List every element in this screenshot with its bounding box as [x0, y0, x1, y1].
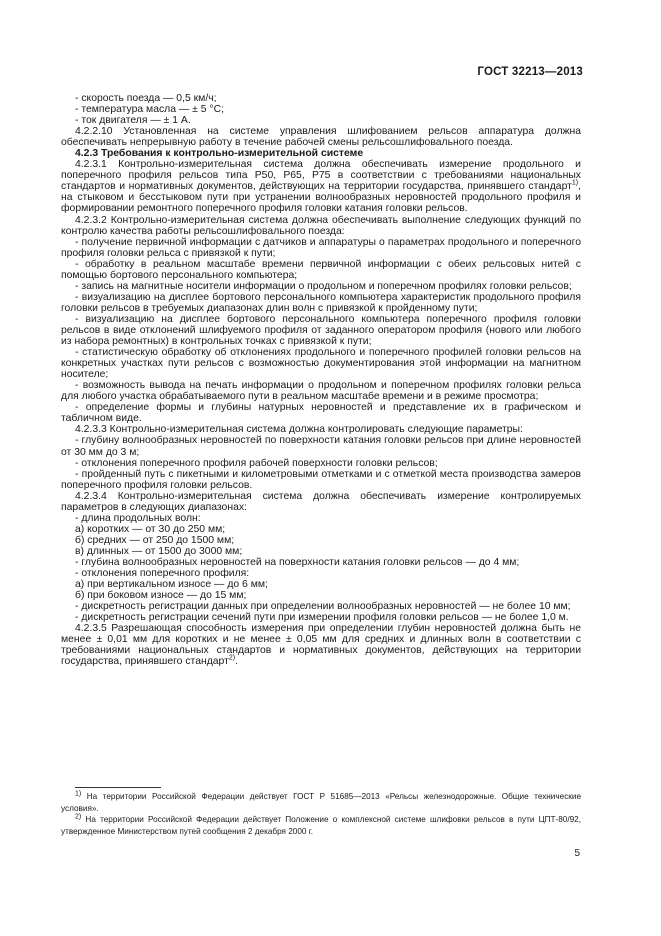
paragraph: 4.2.3.3 Контрольно-измерительная система должна контролировать следующие параметры: [75, 424, 523, 436]
list-item: в) длинных — от 1500 до 3000 мм; [75, 545, 243, 557]
list-item: - получение первичной информации с датчиков и аппаратуры о параметрах продольного и поперечного профиля головки рельса с привязкой к пути; [61, 236, 581, 259]
list-item: б) при боковом износе — до 15 мм; [75, 590, 247, 602]
list-item: - запись на магнитные носители информации о продольном и поперечном профилях головки рельсов; [75, 280, 572, 292]
footnote-text: На территории Российской Федерации действует ГОСТ Р 51685—2013 «Рельсы железнодорожные. Общие технические условия». [61, 792, 582, 813]
list-item: - скорость поезда — 0,5 км/ч; [75, 93, 217, 104]
paragraph-text: 4.2.3.1 Контрольно-измерительная система должна обеспечивать измерение продольного и поперечного профиля рельсов типа Р50, Р65, Р75 в соответствии с требованиями национальных стандартов и нормативных документов, действующих на территории государства, принявшего стандарт [61, 159, 581, 193]
footnote-mark: 1) [75, 790, 82, 798]
paragraph-text: 4.2.3.5 Разрешающая способность измерения при определении глубин неровностей должна быть не менее ± 0,01 мм для коротких и не менее ± 0,05 мм для средних и длинных волн в соответствии с требованиями национальных стандартов и нормативных документов, действующих на территории государства, принявшего стандарт [61, 623, 581, 668]
paragraph [61, 159, 581, 214]
paragraph: 4.2.2.10 Установленная на системе управления шлифованием рельсов аппаратура должна обеспечивать непрерывную работу в течение рабочей смены рельсошлифовального поезда. [61, 126, 581, 149]
list-item: б) средних — от 250 до 1500 мм; [75, 534, 235, 546]
list-item: - возможность вывода на печать информации о продольном и поперечном профилях головки рельса для любого участка обрабатываемого пути в реальном масштабе времени и в режиме просмотра; [61, 380, 581, 403]
list-item: - дискретность регистрации данных при определении волнообразных неровностей — не более 10 мм; [75, 601, 571, 613]
footnote-ref: 1) [571, 179, 579, 187]
paragraph: 4.2.3.2 Контрольно-измерительная система должна обеспечивать выполнение следующих функций по контролю качества работы рельсошлифовального поезда: [61, 214, 581, 237]
list-item: - визуализацию на дисплее бортового персонального компьютера характеристик продольного профиля головки рельсов в требуемых диапазонах длин волн с привязкой к пройденному пути; [61, 291, 581, 314]
list-item: - определение формы и глубины натурных неровностей и представление их в графическом и табличном виде. [61, 402, 581, 425]
document-header: ГОСТ 32213—2013 [477, 66, 583, 78]
page-number: 5 [574, 848, 580, 859]
list-item: - глубину волнообразных неровностей по поверхности катания головки рельсов при длине неровностей от 30 мм до 3 м; [61, 435, 581, 458]
list-item: - температура масла — ± 5 °С; [75, 104, 224, 116]
paragraph: 4.2.3.4 Контрольно-измерительная система должна обеспечивать измерение контролируемых параметров в следующих диапазонах: [61, 490, 581, 513]
list-item: а) при вертикальном износе — до 6 мм; [75, 579, 268, 591]
footnote [61, 791, 581, 814]
list-item: - глубина волнообразных неровностей на поверхности катания головки рельсов — до 4 мм; [75, 556, 520, 568]
paragraph [61, 623, 581, 667]
list-item: - отклонения поперечного профиля рабочей поверхности головки рельсов; [75, 457, 438, 469]
list-item: а) коротких — от 30 до 250 мм; [75, 523, 226, 535]
section-heading: 4.2.3 Требования к контрольно-измерительной системе [75, 148, 364, 160]
footnotes [61, 791, 581, 837]
list-item: - отклонения поперечного профиля: [75, 568, 250, 580]
paragraph-text: . [235, 656, 238, 668]
list-item: - дискретность регистрации сечений пути при измерении профиля головки рельсов — не более 1,0 м. [75, 612, 569, 624]
footnote-mark: 2) [75, 813, 82, 821]
list-item: - ток двигателя — ± 1 А. [75, 115, 191, 127]
footnote-ref: 2) [228, 654, 236, 662]
document-body [61, 93, 581, 667]
list-item: - пройденный путь с пикетными и километровыми отметками и с отметкой места производства замеров поперечного профиля головки рельсов. [61, 468, 581, 491]
list-item: - длина продольных волн: [75, 512, 201, 524]
footnote-divider [75, 787, 161, 788]
footnote-text: На территории Российской Федерации действует Положение о комплексной системе шлифовки рельсов в пути ЦПТ-80/92, утвержденное Министерством путей сообщения 2 декабря 2000 г. [61, 815, 582, 836]
list-item: - статистическую обработку об отклонениях продольного и поперечного профилей головки рельсов на конкретных участках пути рельсов с возможностью документирования этой информации на магнитном носителе; [61, 347, 581, 381]
paragraph-text: , на стыковом и бесстыковом пути при устранении волнообразных неровностей продольного профиля и формировании ремонтного поперечного профиля головки катания головки рельсов. [61, 181, 581, 215]
list-item: - визуализацию на дисплее бортового персонального компьютера поперечного профиля головки рельсов в виде отклонений шлифуемого профиля от заданного оператором профиля (нового или любого из набора ремонтных) в контрольных точках с привязкой к пути; [61, 313, 581, 348]
list-item: - обработку в реальном масштабе времени первичной информации с обеих рельсовых нитей с помощью бортового персонального компьютера; [61, 258, 581, 281]
footnote [61, 814, 581, 837]
